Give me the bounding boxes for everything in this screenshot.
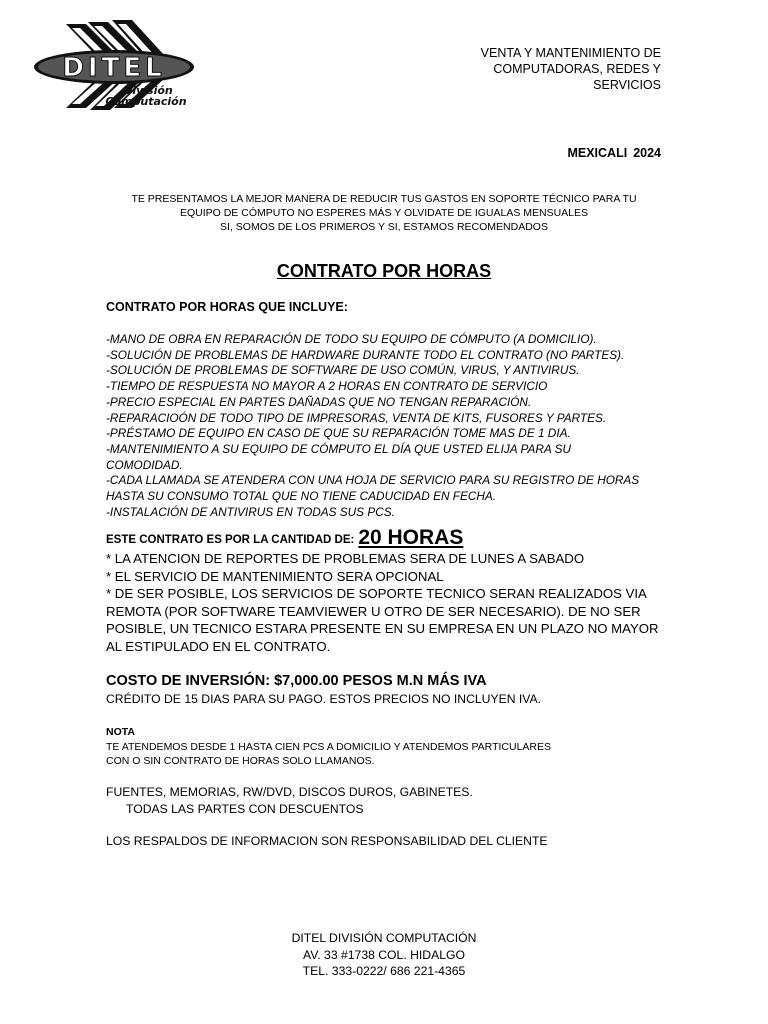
- nota-line: CON O SIN CONTRATO DE HORAS SOLO LLAMANOS.: [106, 755, 375, 767]
- feature-item: -REPARACIOÓN DE TODO TIPO DE IMPRESORAS, VENTA DE KITS, FUSORES Y PARTES.: [106, 410, 607, 425]
- logo-brand-text: DITEL: [62, 53, 166, 83]
- tagline-line: COMPUTADORAS, REDES Y: [493, 62, 661, 76]
- footer-phone: TEL. 333-0222/ 686 221-4365: [302, 964, 466, 978]
- year: 2024: [633, 146, 661, 160]
- feature-item: HASTA SU CONSUMO TOTAL QUE NO TIENE CADUCIDAD EN FECHA.: [106, 489, 496, 504]
- note-line: REMOTA (POR SOFTWARE TEAMVIEWER U OTRO DE SER NECESARIO). DE NO SER: [106, 603, 641, 619]
- investment-cost: COSTO DE INVERSIÓN: $7,000.00 PESOS M.N MÁS IVA: [106, 673, 487, 689]
- feature-item: -SOLUCIÓN DE PROBLEMAS DE HARDWARE DURANTE TODO EL CONTRATO (NO PARTES).: [106, 347, 625, 362]
- intro-line: EQUIPO DE CÓMPUTO NO ESPERES MÁS Y OLVIDATE DE IGUALAS MENSUALES: [179, 207, 589, 219]
- feature-item: -MANTENIMIENTO A SU EQUIPO DE CÓMPUTO EL DÍA QUE USTED ELIJA PARA SU: [106, 441, 571, 456]
- footer-company: DITEL DIVISIÓN COMPUTACIÓN: [291, 931, 477, 945]
- service-notes: [106, 550, 706, 655]
- ditel-logo: [28, 16, 203, 112]
- feature-item: -PRÉSTAMO DE EQUIPO EN CASO DE QUE SU REPARACIÓN TOME MAS DE 1 DIA.: [106, 426, 571, 441]
- credit-terms: CRÉDITO DE 15 DIAS PARA SU PAGO. ESTOS PRECIOS NO INCLUYEN IVA.: [106, 692, 542, 706]
- features-list: [106, 332, 706, 520]
- city-year: [567, 146, 661, 160]
- ditel-logo-graphic: [28, 16, 203, 112]
- document-title: CONTRATO POR HORAS: [276, 261, 492, 281]
- feature-item: COMODIDAD.: [106, 457, 183, 472]
- feature-item: -MANO DE OBRA EN REPARACIÓN DE TODO SU EQUIPO DE CÓMPUTO (A DOMICILIO).: [106, 332, 597, 346]
- tagline-line: SERVICIOS: [593, 78, 661, 92]
- footer-contact: [0, 930, 768, 980]
- header-tagline: [361, 45, 661, 93]
- backup-disclaimer: LOS RESPALDOS DE INFORMACION SON RESPONSABILIDAD DEL CLIENTE: [106, 834, 548, 848]
- city: MEXICALI: [567, 146, 628, 160]
- note-line: POSIBLE, UN TECNICO ESTARA PRESENTE EN SU EMPRESA EN UN PLAZO NO MAYOR: [106, 621, 659, 636]
- note-line: * LA ATENCION DE REPORTES DE PROBLEMAS SERA DE LUNES A SABADO: [106, 551, 585, 566]
- includes-heading: CONTRATO POR HORAS QUE INCLUYE:: [106, 300, 348, 314]
- note-line: * DE SER POSIBLE, LOS SERVICIOS DE SOPORTE TECNICO SERAN REALIZADOS VIA: [106, 586, 647, 601]
- parts-info: [106, 784, 706, 818]
- tagline-line: VENTA Y MANTENIMIENTO DE: [480, 46, 661, 60]
- logo-computacion-text: Computación: [105, 95, 187, 108]
- contract-hours: [106, 526, 706, 550]
- nota-line: TE ATENDEMOS DESDE 1 HASTA CIEN PCS A DOMICILIO Y ATENDEMOS PARTICULARES: [106, 741, 551, 753]
- intro-line: TE PRESENTAMOS LA MEJOR MANERA DE REDUCIR TUS GASTOS EN SOPORTE TÉCNICO PARA TU: [131, 193, 637, 205]
- feature-item: -TIEMPO DE RESPUESTA NO MAYOR A 2 HORAS EN CONTRATO DE SERVICIO: [106, 379, 548, 394]
- feature-item: -CADA LLAMADA SE ATENDERA CON UNA HOJA DE SERVICIO PARA SU REGISTRO DE HORAS: [106, 473, 640, 488]
- intro-line: SI, SOMOS DE LOS PRIMEROS Y SI, ESTAMOS RECOMENDADOS: [220, 221, 548, 233]
- parts-line: FUENTES, MEMORIAS, RW/DVD, DISCOS DUROS, GABINETES.: [106, 785, 473, 799]
- logo-division-text: División: [123, 84, 173, 97]
- note-line: AL ESTIPULADO EN EL CONTRATO.: [106, 638, 331, 654]
- intro-paragraph: [90, 192, 678, 234]
- hours-value: 20 HORAS: [358, 526, 464, 549]
- note-line: * EL SERVICIO DE MANTENIMIENTO SERA OPCIONAL: [106, 568, 444, 584]
- feature-item: -INSTALACIÓN DE ANTIVIRUS EN TODAS SUS PCS.: [106, 504, 395, 519]
- feature-item: -SOLUCIÓN DE PROBLEMAS DE SOFTWARE DE USO COMÚN, VIRUS, Y ANTIVIRUS.: [106, 363, 580, 378]
- parts-discount-line: TODAS LAS PARTES CON DESCUENTOS: [126, 802, 364, 816]
- hours-label: ESTE CONTRATO ES POR LA CANTIDAD DE:: [106, 534, 355, 546]
- nota-label: NOTA: [106, 726, 135, 738]
- footer-address: AV. 33 #1738 COL. HIDALGO: [303, 947, 465, 962]
- feature-item: -PRECIO ESPECIAL EN PARTES DAÑADAS QUE NO TENGAN REPARACIÓN.: [106, 394, 532, 409]
- nota-text: [106, 740, 706, 768]
